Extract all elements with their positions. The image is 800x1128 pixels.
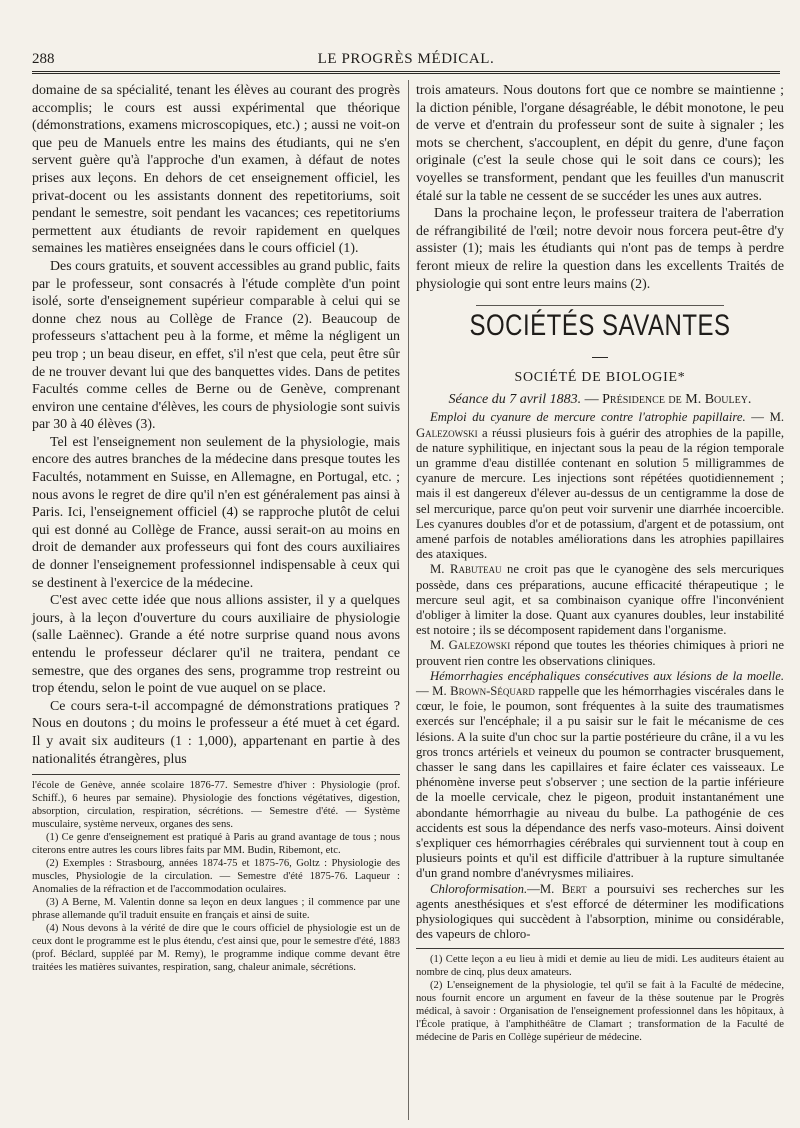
paragraph: Dans la prochaine leçon, le professeur traitera de l'aberration de réfrangibilité de l'œil; notre devoir nous forcera peut-être d'y assister (1); mais les étudiants qui n'ont pas de temps à perdre feront mieux de relire la question dans les excellents Traités de physiologie qui sont entre leurs mains (2).: [416, 206, 784, 292]
proceeding-item: Emploi du cyanure de mercure contre l'atrophie papillaire. — M. Galezowski a réussi plusieurs fois à guérir des atrophies de la papille, de nature syphilitique, en injectant sous la peau de la région temporale un gramme d'eau distillée contenant en solution 5 milligrammes de cyanure de mercure. Les injections sont répétées quotidiennement ; mais il est dangereux d'élever au-dessus de un centigramme la dose de sel mercurique, parce qu'on peut voir survenir une diarrhée incoercible. Les cyanures doubles d'or et de potassium, d'argent et de potassium, ont amené parfois de notables améliorations dans les atrophies papillaires des ataxiques.: [416, 410, 785, 562]
footnote: (2) L'enseignement de la physiologie, tel qu'il se fait à la Faculté de médecine, nous fournit encore un argument en faveur de la thèse soutenue par le Progrès médical, à savoir : Organisation de l'enseignement professionnel dans les hôpitaux, à l'École pratique, à l'amphithéâtre de Clamart ; transformation de la Faculté de médecine de Paris en Collège supérieur de médecine.: [416, 980, 784, 1044]
footnote: l'école de Genève, année scolaire 1876-77. Semestre d'hiver : Physiologie (prof. Schiff.), 6 heures par semaine). Physiologie des fonctions végétatives, digestion, absorption, circulation, respiration, sécrétions. — Semestre d'été. — Système musculaire, système nerveux, organes des sens.: [32, 780, 400, 831]
speaker: M. Galezowski: [430, 638, 511, 653]
section-title: SOCIÉTÉS SAVANTES: [469, 308, 731, 343]
proceedings: [416, 410, 784, 942]
page-header: [32, 51, 780, 69]
section-heading-block: [416, 305, 784, 363]
paragraph: Tel est l'enseignement non seulement de la physiologie, mais encore des autres branches de la médecine dans presque toutes les Facultés, notamment en Suisse, en Allemagne, en Portugal, etc. ; nous avons le regret de dire qu'il n'en est généralement pas ainsi à Paris. Ici, l'enseignement officiel (4) se rapproche plutôt de celui qui est donné au Collège de France, aussi serait-on au moins en droit de demander aux professeurs qui font des cours auxiliaires de donner l'enseignement professionnel indispensable à ceux qui se destinent à l'exercice de la médecine.: [32, 434, 400, 591]
proceeding-title: Emploi du cyanure de mercure contre l'atrophie papillaire.: [430, 410, 746, 425]
footnote-rule: [416, 948, 784, 949]
paragraph: Des cours gratuits, et souvent accessibles au grand public, faits par le professeur, sont consacrés à l'étude complète d'un point isolé, sorte d'enseignement supérieur comparable à celui qui se donne chez nous au Collège de France (2). Beaucoup de professeurs s'attachent peu à la forme, et même la négligent un peu trop ; un beau diseur, en effet, s'il n'est que cela, peut être sûr de ne trouver devant lui que des banquettes vides. Dans de petites Facultés comme celles de Berne ou de Genève, comprenant environ une centaine d'élèves, les cours de physiologie sont suivis par 30 à 40 élèves (3).: [32, 258, 400, 433]
footnotes: [416, 953, 784, 1044]
subsection-title: SOCIÉTÉ DE BIOLOGIE*: [514, 370, 686, 386]
session-line: [416, 391, 784, 409]
session-date: Séance du 7 avril 1883.: [448, 391, 582, 407]
left-column: [32, 82, 400, 974]
proceeding-text: ne croit pas que le cyanogène des sels mercuriques possède, dans ces préparations, aucune efficacité thérapeutique ; le mercure seul agit, et sa combinaison cyanique offre l'inconvénient d'obliger à limiter la dose. Quant aux cyanures doubles, leur instabilité est notoire ; ils se décomposent rapidement dans l'organisme.: [416, 562, 784, 638]
speaker: M. Bert: [539, 881, 587, 896]
proceeding-item: [416, 638, 784, 668]
heading-dash: [592, 357, 608, 358]
paragraph: trois amateurs. Nous doutons fort que ce nombre se maintienne ; la diction pénible, l'organe désagréable, le débit monotone, le peu de verve et d'entrain du professeur sont de suite à signaler ; les mots se cherchent, s'accouplent, en dépit du genre, d'une façon originale (c'est la seule chose qui le soit dans ce cours); les voyelles se transforment, pendant que les feuilles d'un manuscrit étalé sur la table ne cessent de se succéder les unes aux autres.: [416, 83, 784, 204]
page-number: 288: [32, 51, 55, 67]
paragraph: Ce cours sera-t-il accompagné de démonstrations pratiques ? Nous en doutons ; du moins le professeur a été muet à cet égard. Il y avait six auditeurs (1 : 1,000), appartenant en partie à des nationalités étrangères, plus: [32, 698, 400, 767]
footnote: (2) Exemples : Strasbourg, années 1874-75 et 1875-76, Goltz : Physiologie des muscles, Physiologie de la circulation. — Semestre d'été 1875-76. Laqueur : Anomalies de la réfraction et de l'accommodation oculaires.: [32, 858, 400, 896]
speaker: M. Galezowski: [416, 410, 785, 440]
column-separator: [408, 80, 409, 1120]
proceeding-item: Chloroformisation.—M. Bert a poursuivi ses recherches sur les agents anesthésiques et s'est efforcé de déterminer les modifications physiologiques qui succèdent à l'absorption, minime ou considérable, des vapeurs de chloro-: [416, 881, 785, 942]
footnotes: [32, 779, 400, 974]
ornament-rule: [476, 305, 724, 306]
proceeding-item: [416, 562, 784, 638]
proceeding-title: Chloroformisation.: [430, 881, 528, 896]
paragraph: domaine de sa spécialité, tenant les élèves au courant des progrès accomplis; le cours est aussi expérimental que théorique (démonstrations, examens microscopiques, etc.) ; aussi ne voit-on que peu de Manuels entre les mains des étudiants, qui ne s'en servent guère qu'à l'approche d'un examen, à défaut de notes prises aux leçons. En dehors de cet enseignement officiel, les privat-docent ou les assistants donnent des repetitoriums, soit pendant le semestre, soit pendant les vacances; ces repetitoriums permettent aux étudiants de revoir rapidement en quelques semaines les matières enseignées dans le cours officiel (1).: [32, 83, 400, 257]
footnote: (1) Ce genre d'enseignement est pratiqué à Paris au grand avantage de tous ; nous citerons entre autres les cours libres faits par MM. Budin, Ribemont, etc.: [32, 832, 400, 857]
footnote: (4) Nous devons à la vérité de dire que le cours officiel de physiologie est un de ceux dont le programme est le plus étendu, c'est ainsi que, pour le semestre d'été, 1883 (prof. Béclard, suppléé par M. Remy), le programme indique comme devant être traitées les matières suivantes, respiration, sang, chaleur animale, sécrétions.: [32, 923, 400, 974]
proceeding-text: répond que toutes les théories chimiques à priori ne prouvent rien contre les observations cliniques.: [416, 638, 785, 668]
header-rule: [32, 71, 780, 74]
proceeding-title: Hémorrhagies encéphaliques consécutives aux lésions de la moelle.: [430, 668, 784, 683]
proceeding-item: Hémorrhagies encéphaliques consécutives aux lésions de la moelle. — M. Brown-Séquard rappelle que les hémorrhagies viscérales dans le cœur, le foie, le poumon, sont fréquentes à la suite des traumatismes exercés sur l'encéphale; il a pu saisir sur le fait le mécanisme de ces lésions. A la suite d'un choc sur la partie postérieure du crâne, il a vu les gros troncs artériels et veineux du poumon se contracter brusquement, chasser le sang dans les capillaires et faire éclater ces vaisseaux. Le phénomène inverse peut s'observer ; une section de la partie inférieure de la moelle cervicale, chez le pigeon, produit instantanément une abondante hémorrhagie au niveau du bulbe. La pathogénie de ces accidents est sous la dépendance des nerfs vaso-moteurs. Ainsi doivent s'expliquer ces hémorrhagies cérébrales qui surviennent tout à coup en plusieurs points et qu'il est difficile d'attribuer à la rupture simultanée d'un grand nombre d'anévrysmes miliaires.: [416, 668, 784, 881]
footnote: (3) A Berne, M. Valentin donne sa leçon en deux langues ; il commence par une phrase allemande qu'il traduit ensuite en français et ainsi de suite.: [32, 897, 400, 922]
footnote: (1) Cette leçon a eu lieu à midi et demie au lieu de midi. Les auditeurs étaient au nombre de cinq, plus deux amateurs.: [416, 954, 784, 979]
right-column: [416, 82, 784, 1044]
proceeding-text: a réussi plusieurs fois à guérir des atrophies de la papille, de nature syphilitique, en injectant sous la peau de la région temporale un gramme d'eau distillée contenant en solution 5 milligrammes de cyanure de mercure. Les injections sont répétées quotidiennement ; mais il est dangereux d'élever au-dessus de un centigramme la dose de sel mercurique, parce qu'on peut voir survenir une diarrhée incoercible. Les cyanures doubles d'or et de potassium, d'argent et de potassium, ont amené parfois de notables améliorations dans les atrophies papillaires des ataxiques.: [416, 425, 785, 562]
proceeding-text: rappelle que les hémorrhagies viscérales dans le cœur, le foie, le poumon, sont fréquentes à la suite des traumatismes exercés sur l'encéphale; il a pu saisir sur le fait le mécanisme de ces lésions. A la suite d'un choc sur la partie postérieure du crâne, il a vu les gros troncs artériels et veineux du poumon se contracter brusquement, chasser le sang dans les capillaires et faire éclater ces vaisseaux. Le phénomène inverse peut s'observer ; une section de la partie inférieure de la moelle cervicale, chez le pigeon, produit instantanément une abondante hémorrhagie au niveau du bulbe. La pathogénie de ces accidents est sous la dépendance des nerfs vaso-moteurs. Ainsi doivent s'expliquer ces hémorrhagies cérébrales qui surviennent tout à coup en plusieurs points et qu'il est difficile d'attribuer à la rupture simultanée d'un grand nombre d'anévrysmes miliaires.: [416, 683, 784, 881]
paragraph: C'est avec cette idée que nous allions assister, il y a quelques jours, à la leçon d'ouverture du cours auxiliaire de physiologie (salle Laënnec). Grande a été notre surprise quand nous avons entendu le professeur déclarer qu'il ne traitera, pendant ce semestre, que des organes des sens, programme trop restreint ou trop étendu, selon le point de vue auquel on se place.: [32, 593, 400, 697]
proceeding-text: a poursuivi ses recherches sur les agents anesthésiques et s'est efforcé de déterminer les modifications physiologiques qui succèdent à l'absorption, minime ou considérable, des vapeurs de chloro-: [416, 881, 785, 942]
session-presidency: — Présidence de M. Bouley.: [584, 391, 752, 407]
speaker: M. Brown-Séquard: [432, 683, 535, 698]
speaker: M. Rabuteau: [430, 562, 502, 577]
footnote-rule: [32, 774, 400, 775]
journal-title: LE PROGRÈS MÉDICAL.: [317, 51, 495, 67]
